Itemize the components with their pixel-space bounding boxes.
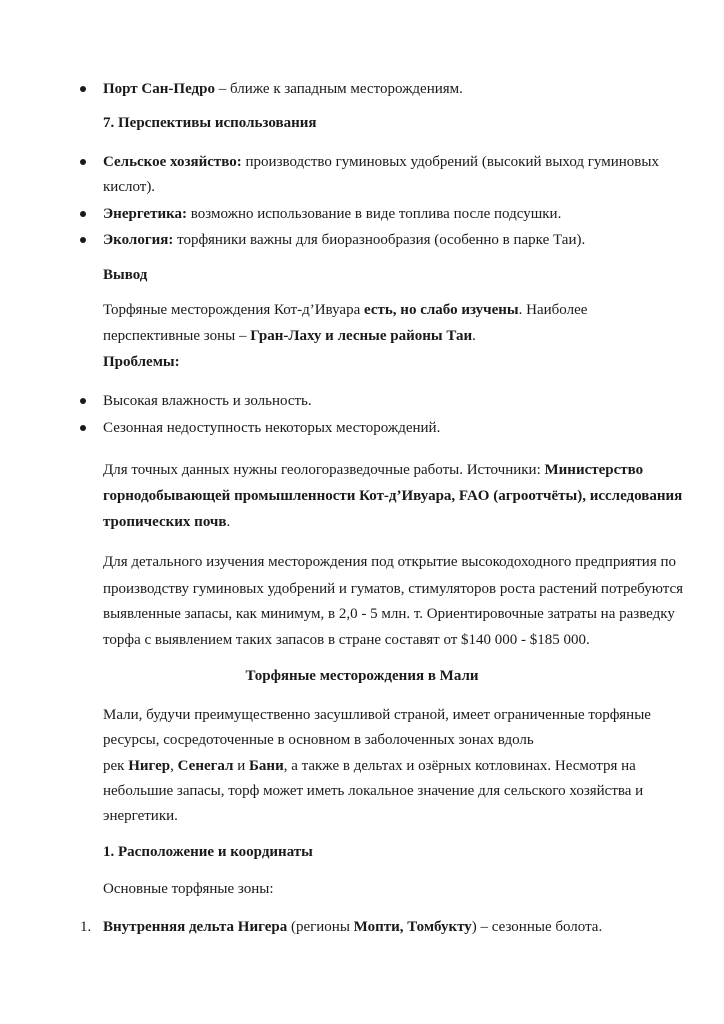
river-bani: Бани — [249, 758, 284, 774]
delta-regions: Мопти, Томбукту — [353, 919, 472, 935]
bullet-icon — [80, 86, 86, 92]
detailed-line-4: торфа с выявлением таких запасов в стране составят от $140 000 - $185 000. — [103, 632, 590, 648]
mali-text: и — [233, 758, 250, 774]
san-pedro-bold: Порт Сан-Педро — [103, 81, 215, 97]
delta-text: (регионы — [287, 919, 354, 935]
list-number: 1. — [80, 919, 92, 935]
mali-line-2: ресурсы, сосредоточенные в основном в заболоченных зонах вдоль — [103, 732, 534, 748]
problem-item: Высокая влажность и зольность. — [103, 393, 312, 409]
san-pedro-item — [103, 80, 463, 98]
conclusion-heading: Вывод — [103, 267, 148, 283]
bullet-icon — [80, 425, 86, 431]
mali-text: , — [170, 758, 178, 774]
agriculture-text: производство гуминовых удобрений (высокий выход гуминовых — [241, 154, 659, 170]
bullet-icon — [80, 398, 86, 404]
sources-text: . — [226, 514, 231, 530]
delta-text: ) – сезонные болота. — [471, 919, 603, 935]
energy-bold: Энергетика: — [103, 206, 188, 222]
san-pedro-text: – ближе к западным месторождениям. — [214, 81, 463, 97]
section-7-heading: 7. Перспективы использования — [103, 115, 317, 131]
bullet-icon — [80, 211, 86, 217]
energy-item — [103, 205, 561, 223]
conclusion-bold: Гран-Лаху и лесные районы Таи — [250, 328, 473, 344]
sources-line-3 — [103, 513, 230, 531]
section-1-intro: Основные торфяные зоны: — [103, 881, 274, 897]
conclusion-text: . Наиболее — [518, 302, 588, 318]
mali-heading: Торфяные месторождения в Мали — [245, 668, 479, 684]
detailed-line-3: выявленные запасы, как минимум, в 2,0 - 5 млн. т. Ориентировочные затраты на разведку — [103, 606, 675, 622]
delta-bold: Внутренняя дельта Нигера — [103, 919, 288, 935]
conclusion-text: . — [472, 328, 476, 344]
conclusion-line-2 — [103, 327, 476, 345]
agriculture-bold: Сельское хозяйство: — [103, 154, 242, 170]
mali-line-3 — [103, 757, 636, 775]
agriculture-item — [103, 153, 659, 171]
ecology-text: торфяники важны для биоразнообразия (особенно в парке Таи). — [173, 232, 586, 248]
conclusion-bold: есть, но слабо изучены — [364, 302, 519, 318]
problems-heading: Проблемы: — [103, 354, 180, 370]
conclusion-line-1 — [103, 301, 587, 319]
energy-text: возможно использование в виде топлива после подсушки. — [187, 206, 562, 222]
problem-item: Сезонная недоступность некоторых месторождений. — [103, 420, 441, 436]
sources-line-1 — [103, 461, 643, 479]
agriculture-item-cont: кислот). — [103, 179, 156, 195]
section-1-heading: 1. Расположение и координаты — [103, 844, 313, 860]
bullet-icon — [80, 237, 86, 243]
sources-text: Для точных данных нужны геологоразведочные работы. Источники: — [103, 462, 545, 478]
mali-line-4: небольшие запасы, торф может иметь локальное значение для сельского хозяйства и — [103, 783, 644, 799]
bullet-icon — [80, 159, 86, 165]
mali-text: , а также в дельтах и озёрных котловинах. Несмотря на — [283, 758, 636, 774]
sources-bold: тропических почв — [103, 514, 227, 530]
detailed-line-1: Для детального изучения месторождения под открытие высокодоходного предприятия по — [103, 554, 677, 570]
ecology-item — [103, 231, 585, 249]
conclusion-text: Торфяные месторождения Кот-д’Ивуара — [103, 302, 364, 318]
sources-line-2: горнодобывающей промышленности Кот-д’Ивуара, FAO (агроотчёты), исследования — [103, 488, 683, 504]
mali-text: рек — [103, 758, 129, 774]
river-niger: Нигер — [128, 758, 171, 774]
sources-bold: Министерство — [544, 462, 644, 478]
river-senegal: Сенегал — [177, 758, 234, 774]
mali-line-5: энергетики. — [103, 808, 178, 824]
detailed-line-2: производству гуминовых удобрений и гуматов, стимуляторов роста растений потребуются — [103, 581, 684, 597]
mali-line-1: Мали, будучи преимущественно засушливой страной, имеет ограниченные торфяные — [103, 707, 651, 723]
conclusion-text: перспективные зоны – — [103, 328, 251, 344]
ecology-bold: Экология: — [103, 232, 174, 248]
niger-delta-item — [103, 918, 602, 936]
